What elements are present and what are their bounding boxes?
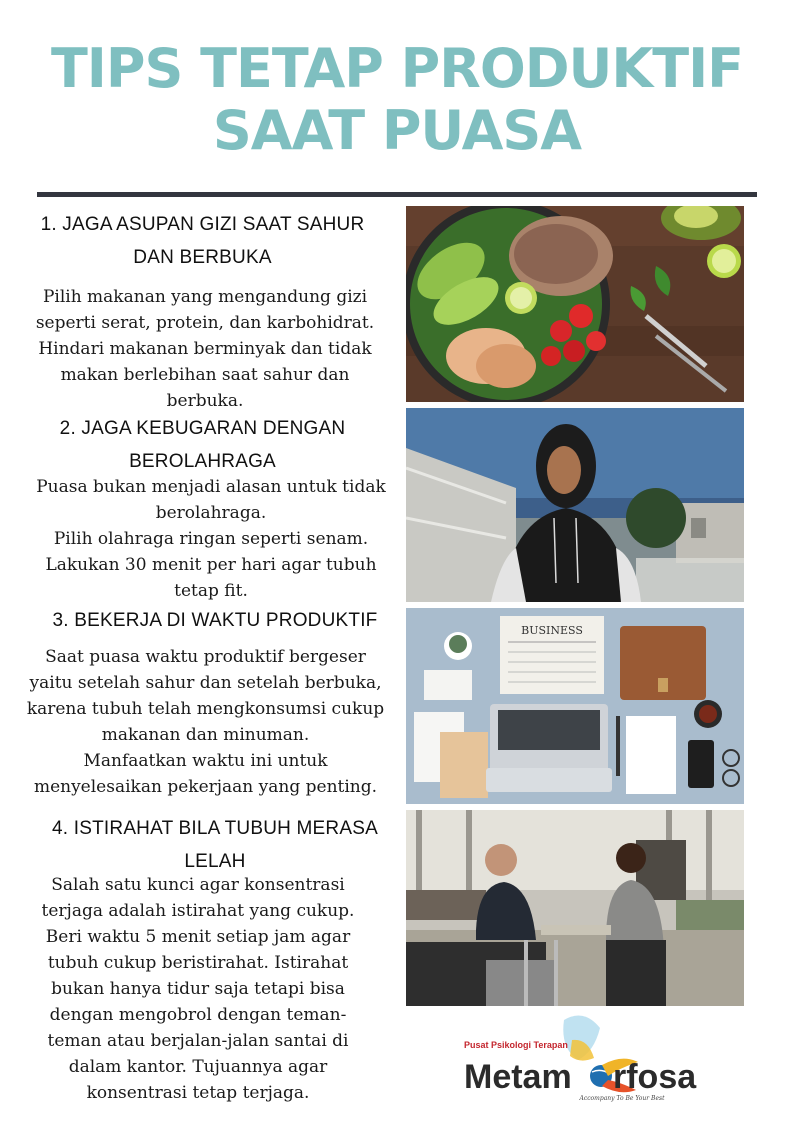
title-line-2: SAAT PUASA xyxy=(212,99,582,162)
logo-tagline-top: Pusat Psikologi Terapan xyxy=(464,1040,568,1050)
healthy-food-bowl-photo xyxy=(406,206,744,402)
woman-jogging-photo xyxy=(406,408,744,602)
metamorfosa-logo xyxy=(462,1010,712,1110)
section-4-body: Salah satu kunci agar konsentrasi terjaga adalah istirahat yang cukup. Beri waktu 5 menit setiap jam agar tubuh cukup beristirahat. Istirahat bukan hanya tidur saja tetapi bisa dengan mengobrol dengan teman- teman atau berjalan-jalan santai di dalam kantor. Tujuannya agar konsentrasi tetap terjaga. xyxy=(41,875,355,1103)
title-divider xyxy=(37,192,757,197)
work-desk-flatlay-photo xyxy=(406,608,744,804)
section-3-heading: 3. BEKERJA DI WAKTU PRODUKTIF xyxy=(52,610,378,631)
logo-slogan: Accompany To Be Your Best xyxy=(579,1095,665,1102)
section-2-body: Puasa bukan menjadi alasan untuk tidak berolahraga. Pilih olahraga ringan seperti senam. Lakukan 30 menit per hari agar tubuh tetap fit. xyxy=(36,477,386,601)
newspaper-headline: BUSINESS xyxy=(521,624,583,637)
section-4-heading: 4. ISTIRAHAT BILA TUBUH MERASA LELAH xyxy=(52,818,378,872)
logo-name-part-2: rfosa xyxy=(613,1058,697,1096)
office-chat-photo xyxy=(406,810,744,1006)
section-1-heading: 1. JAGA ASUPAN GIZI SAAT SAHUR DAN BERBUKA xyxy=(40,214,365,268)
section-3-body: Saat puasa waktu produktif bergeser yaitu setelah sahur dan setelah berbuka, karena tubuh telah mengkonsumsi cukup makanan dan minuman. Manfaatkan waktu ini untuk menyelesaikan pekerjaan yang penting. xyxy=(26,647,385,797)
logo-name-part-1: Metam xyxy=(464,1058,572,1096)
title-line-1: TIPS TETAP PRODUKTIF xyxy=(50,37,744,100)
section-2-heading: 2. JAGA KEBUGARAN DENGAN BEROLAHRAGA xyxy=(59,418,346,472)
page-title xyxy=(0,38,794,162)
section-1-body: Pilih makanan yang mengandung gizi seperti serat, protein, dan karbohidrat. Hindari makanan berminyak dan tidak makan berlebihan saat sahur dan berbuka. xyxy=(35,287,375,411)
